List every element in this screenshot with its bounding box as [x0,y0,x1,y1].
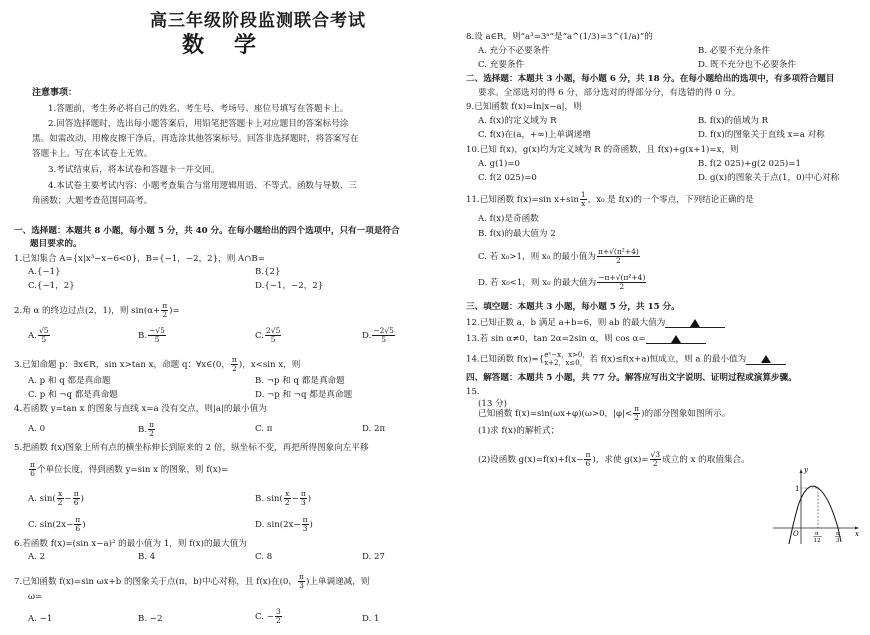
q15-stem: 已知函数 f(x)=sin(ωx+φ)(ω>0，|φ|< $\frac{\pi}{2}$ )的部分图象如图所示。 [478,404,731,422]
q11-option-b: B. f(x)的最大值为 2 [478,229,556,239]
q7-omega: ω= [28,592,43,602]
y-axis-arrow-icon [800,469,803,473]
q4-option-c: C. π [255,424,273,434]
q8-option-d: D. 既不充分也不必要条件 [698,60,796,70]
q2-option-c: C. $\frac{2√5}{5}$ [255,326,281,344]
q11-option-a: A. f(x)是奇函数 [478,214,539,224]
q9-option-a: A. f(x)的定义域为 R [478,116,557,126]
q7-option-b: B. −2 [138,614,163,624]
q10-option-b: B. f(2 025)+g(2 025)=1 [698,159,801,169]
q10-option-a: A. g(1)=0 [478,159,521,169]
section2-heading-cont: 要求。全部选对的得 6 分，部分选对的得部分分，有选错的得 0 分。 [478,88,741,98]
q4-option-b: B. $\frac{\pi}{2}$ [138,420,154,438]
q8-option-b: B. 必要不充分条件 [698,46,770,56]
q10-option-d: D. g(x)的图象关于点(1，0)中心对称 [698,173,840,183]
q12-answer-blank [665,318,725,328]
q3-option-d: D. ¬p 和 ¬q 都是真命题 [255,390,353,400]
x-tick-pi12-den: 12 [813,538,821,544]
q5-option-a: A. sin( $\frac{x}{2}$ − $\frac{\pi}{6}$ ) [28,489,84,507]
x-axis-label: x [855,530,859,538]
notes-heading: 注意事项： [32,88,78,98]
x-tick-pi12-num: π [815,531,819,537]
q6-stem: 6.若函数 f(x)=(sin x−a)² 的最小值为 1，则 f(x)的最大值为 [14,539,247,549]
q9-option-c: C. f(x)在(a，+∞)上单调递增 [478,130,591,140]
triangle-marker-icon [761,355,771,363]
x-tick-pi3-num: π [836,531,840,537]
x-tick-pi3-den: 3 [836,538,840,544]
q4-option-d: D. 2π [362,424,386,434]
section3-heading: 三、填空题：本题共 3 小题，每小题 5 分，共 15 分。 [466,302,680,312]
q1-stem: 1.已知集合 A={x|x³−x−6<0}，B={−1，−2，2}，则 A∩B= [14,254,265,264]
q11-stem: 11.已知函数 f(x)=sin x+sin $\frac{1}{x}$ ，x₀ 是 f(x)的一个零点，下列结论正确的是 [466,190,754,208]
q2-option-b: B. $\frac{-√5}{5}$ [138,326,165,344]
notes-line: 2.回答选择题时，选出每小题答案后，用铅笔把答题卡上对应题目的答案标号涂 [48,119,349,129]
section4-heading: 四、解答题：本题共 5 小题，共 77 分。解答应写出文字说明、证明过程或演算步骤。 [466,373,797,383]
q3-option-c: C. p 和 ¬q 都是真命题 [28,390,118,400]
q5-option-d: D. sin(2x− $\frac{\pi}{3}$ ) [255,515,313,533]
q5-option-c: C. sin(2x− $\frac{\pi}{6}$ ) [28,515,86,533]
notes-line: 3.考试结束后，将本试卷和答题卡一并交回。 [48,165,220,175]
q7-option-d: D. 1 [362,614,380,624]
q9-stem: 9.已知函数 f(x)=ln|x−a|，则 [466,102,582,112]
exam-title: 高三年级阶段监测联合考试 [150,11,366,31]
q1-option-c: C.{−1，2} [28,281,75,291]
q5-option-b: B. sin( $\frac{x}{2}$ − $\frac{\pi}{3}$ ) [255,489,312,507]
q2-stem: 2.角 α 的终边过点(2，1)，则 sin(α+ $\frac{\pi}{2}$ )= [14,301,180,319]
q10-stem: 10.已知 f(x)，g(x)均为定义域为 R 的奇函数，且 f(x)+g(x+1)=x，则 [466,145,739,155]
q6-option-d: D. 27 [362,552,385,562]
q8-stem: 8.设 a∈R，则“a³=3ᵃ”是“a^(1/3)=3^(1/a)”的 [466,32,653,42]
q14-answer-blank [746,355,786,365]
q1-option-d: D.{−1，−2，2} [255,281,324,291]
q13-stem: 13.若 sin α≠0，tan 2α=2sin α，则 cos α= [466,334,706,345]
q15-part1: (1)求 f(x)的解析式； [478,426,560,436]
q7-option-a: A. −1 [28,614,53,624]
y-axis-label: y [804,466,808,474]
q11-option-c: C. 若 x₀>1，则 x₀ 的最小值为 $\frac{\text{π+√(π²+4)}}{2}$ [478,247,639,265]
notes-line: 答题卡上。写在本试卷上无效。 [32,149,153,159]
triangle-marker-icon [671,335,681,343]
q1-option-b: B.{2} [255,267,281,277]
y-tick-one: 1 [795,485,800,493]
q13-answer-blank [646,334,706,344]
q8-option-c: C. 充要条件 [478,60,525,70]
q6-option-a: A. 2 [28,552,46,562]
q3-option-b: B. ¬p 和 q 都是真命题 [255,376,345,386]
origin-label: O [793,530,799,538]
section1-heading-cont: 题目要求的。 [30,239,82,249]
q12-stem: 12.已知正数 a，b 满足 a+b=6，则 ab 的最大值为 [466,318,725,329]
q15-part2: (2)设函数 g(x)=f(x)+f(x− $\frac{\pi}{6}$ )，求使 g(x)= $\frac{√3}{2}$ 成立的 x 的取值集合。 [478,450,750,468]
notes-line: 1.答题前，考生务必将自己的姓名、考生号、考场号、座位号填写在答题卡上。 [48,104,349,114]
notes-line: 4.本试卷主要考试内容：小题考查集合与常用逻辑用语、不等式、函数与导数、三 [48,181,357,191]
q7-stem: 7.已知函数 f(x)=sin ωx+b 的图象关于点(π，b)中心对称，且 f(x)在(0， $\frac{\pi}{3}$ )上单调递减，则 [14,572,370,590]
q6-option-c: C. 8 [255,552,273,562]
q15-number: 15. [466,387,480,397]
sine-graph-figure [771,466,861,546]
triangle-marker-icon [690,319,700,327]
q3-option-a: A. p 和 q 都是真命题 [28,376,111,386]
q15-score: (13 分) [478,399,507,409]
q8-option-a: A. 充分不必要条件 [478,46,550,56]
q2-option-d: D. $\frac{-2√5}{5}$ [362,326,394,344]
q4-stem: 4.若函数 y=tan x 的图象与直线 x=a 没有交点，则|a|的最小值为 [14,404,267,414]
section2-heading: 二、选择题：本题共 3 小题，每小题 6 分，共 18 分。在每小题给出的选项中，有多项符合题目 [466,74,835,84]
q10-option-c: C. f(2 025)=0 [478,173,537,183]
q14-stem: 14.已知函数 f(x)={ eˣ−x，x>0， x+2，x≤0， 若 f(x)≤f(x+a)恒成立，则 a 的最小值为 [466,351,786,367]
q6-option-b: B. 4 [138,552,156,562]
q1-option-a: A.{−1} [28,267,61,277]
q11-option-d: D. 若 x₀<1，则 x₀ 的最大值为 $\frac{\text{−π+√(π²+4)}}{2}$ [478,273,646,291]
q5-stem: 5.把函数 f(x)图象上所有点的横坐标伸长到原来的 2 倍，纵坐标不变，再把所得图象向左平移 [14,443,369,453]
q2-option-a: A. $\frac{√5}{5}$ [28,326,49,344]
subject-title: 数学 [182,32,287,58]
q7-option-c: C. − $\frac{3}{2}$ [255,607,281,625]
q9-option-b: B. f(x)的值域为 R [698,116,769,126]
q3-stem: 3.已知命题 p：∃x∈R，sin x>tan x，命题 q：∀x∈(0， $\frac{\pi}{2}$ )，x<sin x，则 [14,355,301,373]
section1-heading: 一、选择题：本题共 8 小题，每小题 5 分，共 40 分。在每小题给出的四个选项中，只有一项是符合 [14,226,400,236]
q4-option-a: A. 0 [28,424,46,434]
q9-option-d: D. f(x)的图象关于直线 x=a 对称 [698,130,825,140]
notes-line: 黑。如需改动，用橡皮擦干净后，再选涂其他答案标号。回答非选择题时，将答案写在 [32,134,359,144]
q5-stem-cont: $\frac{\pi}{6}$ 个单位长度，得到函数 y=sin x 的图象，则 f(x)= [30,460,229,478]
notes-line: 角函数；大题考查范围同高考。 [32,196,153,206]
